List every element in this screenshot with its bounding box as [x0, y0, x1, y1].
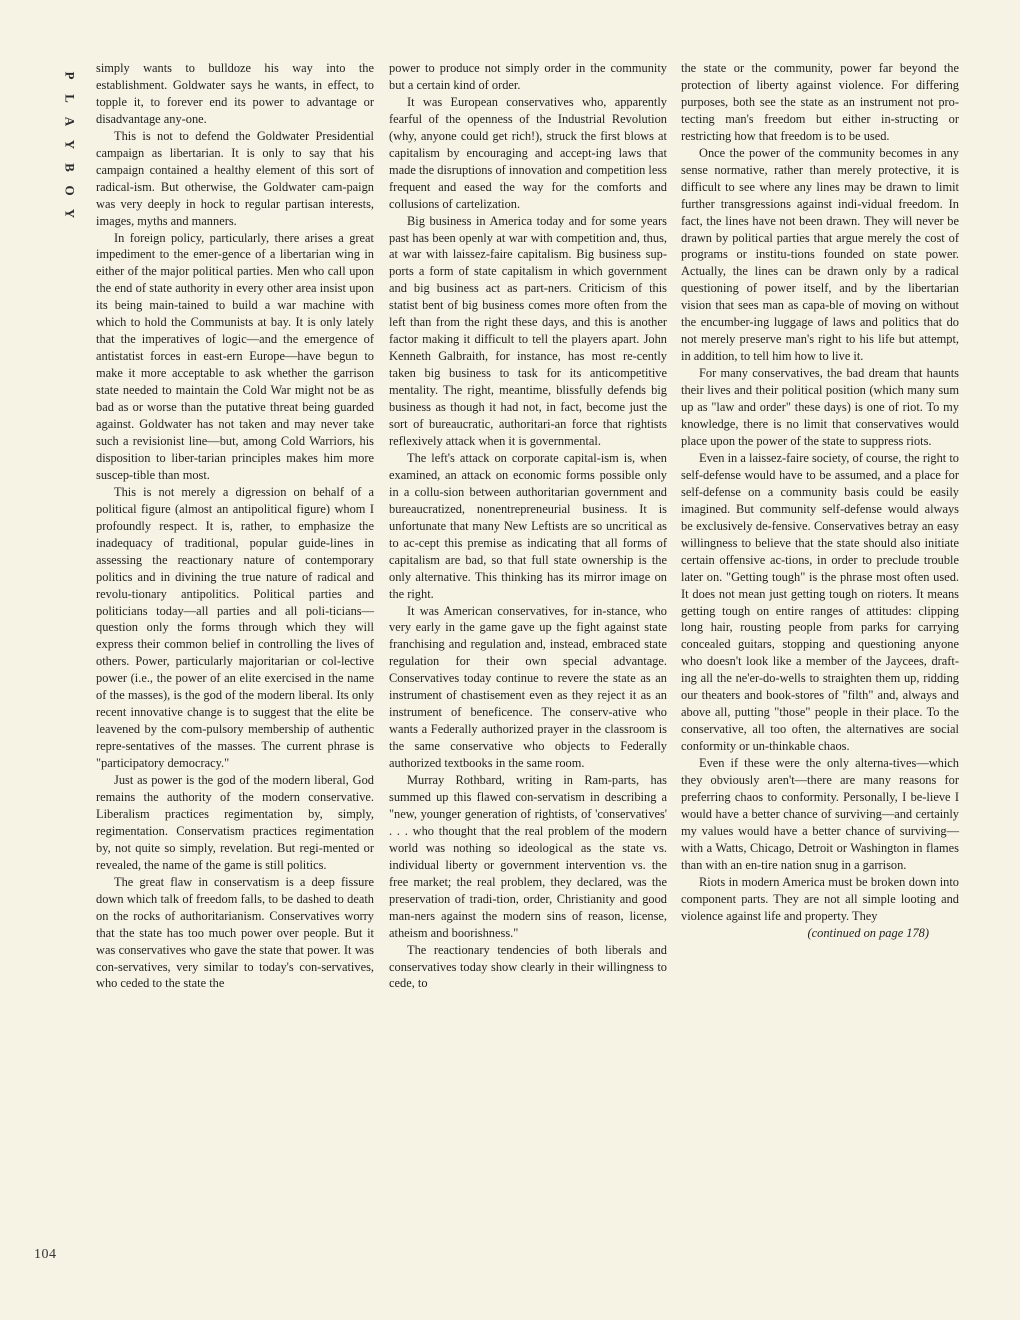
paragraph: Even in a laissez-faire society, of course, the right to self-defense would have to be assumed, and a place for self-defense on a community basis could be easily imagined. But community self-defense would always be exclusively de-fensive. Conservatives betray an easy willingness to believe that the state should also initiate certain offensive ac-tions, in order to preclude trouble later on. "Getting tough" is the phrase most often used. It does not mean just getting tough on rioters. It means getting tough on entire ranges of attitudes: clipping long hair, rousting people from parks for carrying concealed guitars, stopping and questioning anyone who doesn't look like a member of the Jaycees, draft-ing all the ne'er-do-wells to straighten them up, ridding our theaters and book-stores of "filth" and, always and above all, putting "those" people in their place. To the conservative, all too often, the alternatives are social conformity or un-thinkable chaos.: [681, 450, 959, 754]
paragraph: The great flaw in conservatism is a deep fissure down which talk of freedom falls, to be dashed to death on the rocks of authoritarianism. Conservatives worry that the state has too much power over people. But it was conservatives who gave the state that power. It was con-servatives, very similar to today's con-servatives, who ceded to the state the: [96, 874, 374, 991]
masthead: [60, 64, 80, 225]
paragraph: Riots in modern America must be broken down into component parts. They are not all simple looting and violence against life and property. They: [681, 874, 959, 923]
paragraph: The left's attack on corporate capital-ism is, when examined, an attack on economic forms possible only in a collu-sion between authoritarian government and bureaucratized, nonentrepreneurial business. It is unfortunate that many New Leftists are so uncritical as to ac-cept this premise as indicating that all forms of capitalism are bad, so that full state ownership is the only alternative. This thinking has its mirror image on the right.: [389, 450, 667, 601]
paragraph: In foreign policy, particularly, there arises a great impediment to the emer-gence of a libertarian wing in either of the major political parties. Men who call upon the end of state authority in every other area insist upon its being main-tained to build a war machine with which to hold the Communists at bay. It is only lately that the imperatives of logic—and the emergence of antistatist forces in east-ern Europe—have begun to make it more acceptable to ask whether the garrison state needed to maintain the Cold War might not be as bad as or worse than the putative threat being guarded against. Goldwater has not taken and may never take such a revisionist line—but, among Cold Warriors, his disposition to liber-tarian principles makes him more suscep-tible than most.: [96, 230, 374, 482]
paragraph: Murray Rothbard, writing in Ram-parts, has summed up this flawed con-servatism in describing a "new, younger generation of rightists, of 'conservatives' . . . who thought that the real problem of the modern world was nothing so ideological as the state vs. individual liberty or government intervention vs. the free market; the real problem, they declared, was the preservation of tradi-tion, order, Christianity and good man-ners against the modern sins of reason, license, atheism and boorishness.": [389, 773, 667, 940]
text-column-1: [96, 60, 374, 992]
paragraph: Big business in America today and for some years past has been openly at war with competition and, thus, at war with laissez-faire capitalism. Big business sup-ports a form of state capitalism in which government and big business act as part-ners. Criticism of this statist bent of big business comes more often from the left than from the right these days, and this is another factor making it difficult to tell the players apart. John Kenneth Galbraith, for instance, has most re-cently taken big business to task for its anticompetitive mentality. The right, meantime, blissfully defends big business as though it had not, in fact, become just the sort of bureaucratic, authoritari-an force that rightists reflexively attack when it is governmental.: [389, 213, 667, 448]
paragraph: It was American conservatives, for in-stance, who very early in the game gave up the fight against state franchising and regulation and, instead, embraced state regulation for their own special advantage. Conservatives today continue to revere the state as an instrument of chastisement even as they reject it as an instrument of beneficence. The conserv-ative who wants a Federally authorized prayer in the classroom is the same conservative who objects to Federally authorized textbooks in the same room.: [389, 603, 667, 771]
masthead-letter: B: [62, 163, 78, 172]
paragraph: simply wants to bulldoze his way into the establishment. Goldwater says he wants, in effect, to topple it, to forever end its power to advantage or disadvantage any-one.: [96, 61, 374, 126]
paragraph: Just as power is the god of the modern liberal, God remains the authority of the modern conservative. Liberalism practices regimentation by, simply, regimentation. Conservatism practices regimentation by, not quite so simply, revelation. But regi-mented or revealed, the name of the game is still politics.: [96, 773, 374, 872]
paragraph: power to produce not simply order in the community but a certain kind of order.: [389, 61, 667, 92]
text-column-2: [389, 60, 667, 992]
text-column-3: [681, 60, 959, 942]
masthead-letter: Y: [62, 208, 78, 219]
masthead-letter: O: [62, 185, 78, 196]
masthead-letter: L: [62, 94, 78, 103]
masthead-letter: A: [62, 116, 78, 127]
paragraph: It was European conservatives who, apparently fearful of the openness of the Industrial Revolution (why, anyone could get rich!), struck the first blows at capitalism by encouraging and accept-ing laws that made the disruptions of innovation and competition less frequent and eased the way for the comforts and collusions of cartelization.: [389, 94, 667, 211]
paragraph: Once the power of the community becomes in any sense normative, rather than merely protective, it is difficult to see where any lines may be drawn to limit further transgressions against indi-vidual freedom. In fact, the lines have not been drawn. They will never be drawn by political parties that argue merely the cost of programs or institu-tions founded on state power. Actually, the lines can be drawn only by a radical questioning of power itself, and by the libertarian vision that sees man as capa-ble of moving on without the encumber-ing luggage of laws and politics that do not merely preserve man's right to his life but attempt, in addition, to tell him how to live it.: [681, 145, 959, 364]
paragraph: This is not merely a digression on behalf of a political figure (almost an antipolitical figure) whom I profoundly respect. It is, rather, to emphasize the inadequacy of traditional, popular guide-lines in assessing the reactionary nature of contemporary politics and in divining the true nature of radical and revolu-tionary antipolitics. Political parties and politicians today—all parties and all poli-ticians—question only the forms through which they will express their common belief in controlling the lives of others. Power, particularly majoritarian or col-lective power (i.e., the power of an elite exercised in the name of the masses), is the god of the modern liberal. Its only recent innovative change is to suggest that the elite be leavened by the com-pulsory membership of authentic repre-sentatives of the masses. The current phrase is "participatory democracy.": [96, 484, 374, 771]
paragraph: the state or the community, power far beyond the protection of liberty against violence. For differing purposes, both see the state as an instrument not pro-tecting man's freedom but either in-structing or restricting how that freedom is to be used.: [681, 61, 959, 143]
page-number: 104: [34, 1247, 57, 1262]
masthead-letter: P: [62, 71, 78, 80]
paragraph: The reactionary tendencies of both liberals and conservatives today show clearly in their willingness to cede, to: [389, 942, 667, 991]
paragraph: Even if these were the only alterna-tives—which they obviously aren't—there are many reasons for preferring chaos to conformity. Personally, I be-lieve I would have a better chance of surviving—and certainly my values would have a better chance of surviving—with a Watts, Chicago, Detroit or Washington in flames than with an en-tire nation snug in a garrison.: [681, 756, 959, 872]
masthead-letter: Y: [62, 139, 78, 150]
continuation-note: (continued on page 178): [807, 925, 929, 940]
paragraph: This is not to defend the Goldwater Presidential campaign as libertarian. It is only to say that his campaign contained a healthy element of this sort of radical-ism. But otherwise, the Goldwater cam-paign was very deeply in hock to regular partisan interests, images, myths and manners.: [96, 128, 374, 228]
paragraph: For many conservatives, the bad dream that haunts their lives and their political position (which many sum up as "law and order" these days) is one of riot. To my knowledge, there is no limit that conservatives would place upon the power of the state to suppress riots.: [681, 366, 959, 448]
